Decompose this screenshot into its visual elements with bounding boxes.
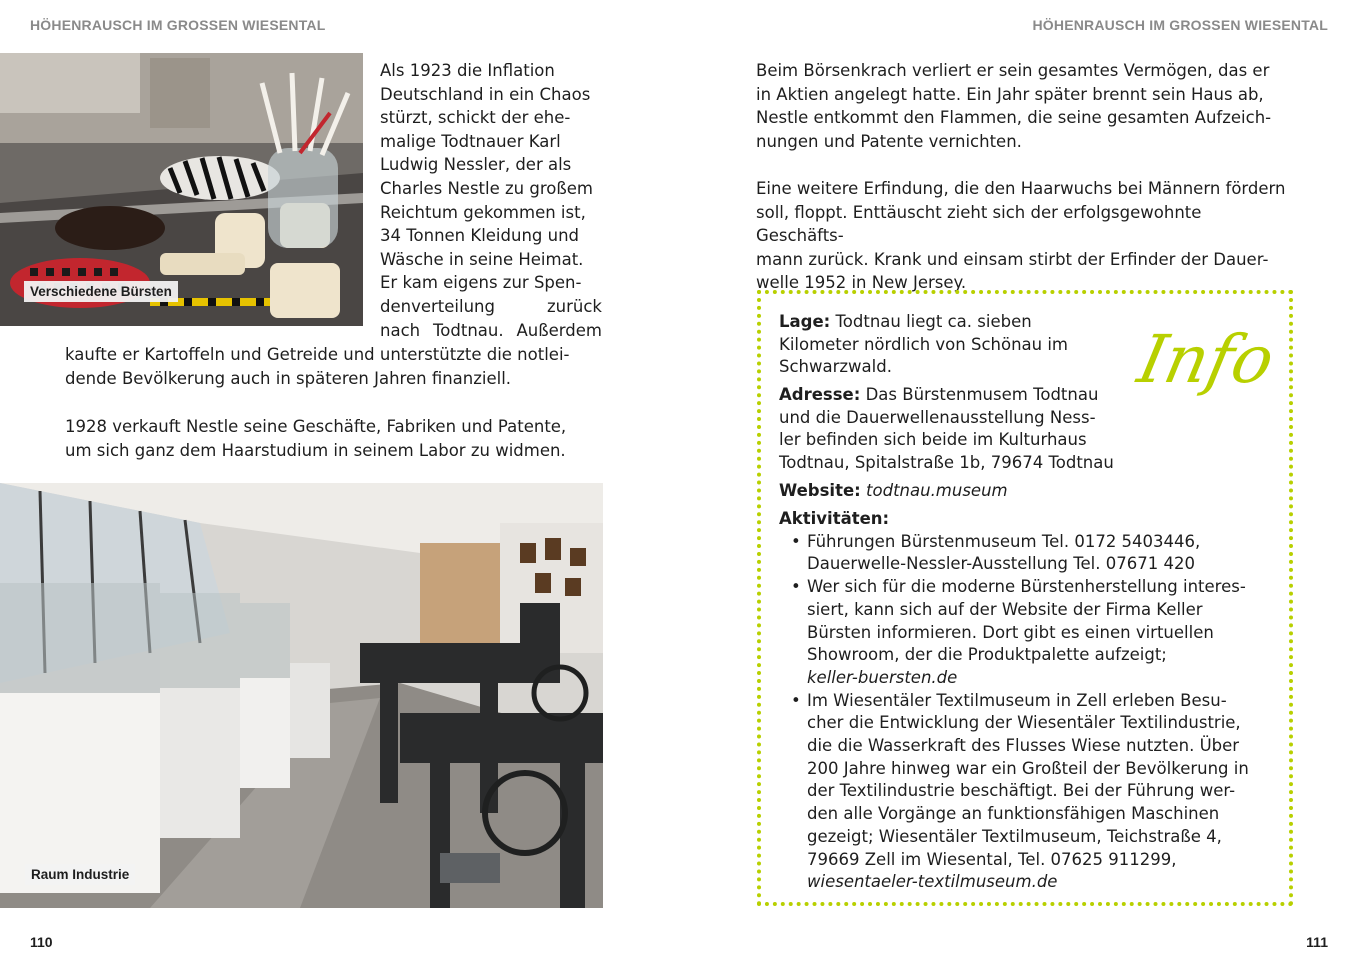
text-line: siert, kann sich auf der Website der Firma Keller <box>807 599 1203 619</box>
right-paragraph-1 <box>756 59 1293 153</box>
text-line: Dauerwelle-Nessler-Ausstellung Tel. 07671 420 <box>807 554 1195 574</box>
text-line: Schwarzwald. <box>779 357 892 377</box>
activities-list <box>779 531 1279 894</box>
text-word: Außerdem <box>516 320 602 340</box>
text-word: denverteilung <box>380 296 495 316</box>
text-line: • Im Wiesentäler Textilmuseum in Zell erleben Besu- <box>807 690 1227 710</box>
text-line: welle 1952 in New Jersey. <box>756 273 967 293</box>
text-line <box>380 295 602 319</box>
text-line: 1928 verkauft Nestle seine Geschäfte, Fabriken und Patente, <box>65 417 567 436</box>
text-line: ler befinden sich beide im Kulturhaus <box>779 430 1087 450</box>
info-aktivitaeten <box>779 508 1279 894</box>
text-line: Deutschland in ein Chaos <box>380 84 591 104</box>
text-line: Wäsche in seine Heimat. <box>380 249 584 269</box>
text-word: Todtnau. <box>433 320 504 340</box>
info-adresse <box>779 384 1159 475</box>
text-line: 79669 Zell im Wiesental, Tel. 07625 911299, <box>807 849 1177 869</box>
page-number-left: 110 <box>30 934 53 950</box>
text-line: dende Bevölkerung auch in späteren Jahren finanziell. <box>65 368 512 388</box>
text-line: Als 1923 die Inflation <box>380 61 555 80</box>
text-line: den alle Vorgänge an funktionsfähigen Maschinen <box>807 804 1220 824</box>
text-line: der Textilindustrie beschäftigt. Bei der Führung wer- <box>807 781 1236 801</box>
text-line: die die Wasserkraft des Flusses Wiese nutzten. Über <box>807 736 1240 756</box>
text-line: • Wer sich für die moderne Bürstenherstellung interes- <box>807 577 1246 597</box>
website-link[interactable]: todtnau.museum <box>866 481 1008 500</box>
text-line: Ludwig Nessler, der als <box>380 155 572 175</box>
text-line: cher die Entwicklung der Wiesentäler Textilindustrie, <box>807 713 1241 733</box>
left-paragraph-1-narrow <box>380 59 602 342</box>
info-lage <box>779 311 1139 379</box>
text-word: zurück <box>547 296 602 316</box>
adresse-label: Adresse: <box>779 385 861 404</box>
website-label: Website: <box>779 481 861 500</box>
left-paragraph-1-wide <box>65 343 602 390</box>
text-line: um sich ganz dem Haarstudium in seinem Labor zu widmen. <box>65 440 566 460</box>
textilmuseum-link[interactable]: wiesentaeler-textilmuseum.de <box>807 872 1058 892</box>
left-paragraph-2 <box>65 415 602 462</box>
text-line <box>380 319 602 343</box>
text-line: Todtnau, Spitalstraße 1b, 79674 Todtnau <box>779 453 1114 473</box>
text-line: Charles Nestle zu großem <box>380 178 593 198</box>
info-box <box>757 290 1293 906</box>
text-line: 200 Jahre hinweg war ein Großteil der Bevölkerung in <box>807 758 1249 778</box>
photo-caption-industry: Raum Industrie <box>25 864 135 885</box>
text-line: Beim Börsenkrach verliert er sein gesamtes Vermögen, das er <box>756 61 1270 80</box>
aktivitaeten-label: Aktivitäten: <box>779 509 890 528</box>
text-line: Showroom, der die Produktpalette aufzeigt; <box>807 645 1167 665</box>
text-line: soll, floppt. Enttäuscht zieht sich der erfolgsgewohnte Geschäfts- <box>756 202 1202 246</box>
text-line: in Aktien angelegt hatte. Ein Jahr später brennt sein Haus ab, <box>756 84 1264 104</box>
text-line: • Führungen Bürstenmuseum Tel. 0172 5403446, <box>807 531 1201 551</box>
lage-label: Lage: <box>779 312 831 331</box>
list-item <box>807 531 1279 576</box>
photo-caption-brushes: Verschiedene Bürsten <box>24 281 178 302</box>
right-paragraph-2 <box>756 177 1293 295</box>
text-line: Todtnau liegt ca. sieben <box>835 312 1032 331</box>
text-line: 34 Tonnen Kleidung und <box>380 226 580 246</box>
text-line: malige Todtnauer Karl <box>380 131 561 151</box>
keller-link[interactable]: keller-buersten.de <box>807 667 958 687</box>
text-line: Er kam eigens zur Spen- <box>380 273 582 293</box>
list-item <box>807 576 1279 690</box>
info-logo-icon <box>1131 312 1281 402</box>
running-head-left: HÖHENRAUSCH IM GROSSEN WIESENTAL <box>30 17 326 33</box>
text-line: Nestle entkommt den Flammen, die seine gesamten Aufzeich- <box>756 108 1272 128</box>
info-website <box>779 480 1269 503</box>
running-head-right: HÖHENRAUSCH IM GROSSEN WIESENTAL <box>1032 17 1328 33</box>
industry-room-photo <box>0 483 603 908</box>
text-line: Kilometer nördlich von Schönau im <box>779 334 1069 354</box>
text-line: kaufte er Kartoffeln und Getreide und unterstützte die notlei- <box>65 345 570 364</box>
text-line: Das Bürstenmusem Todtnau <box>865 385 1099 404</box>
page-number-right: 111 <box>1306 934 1328 950</box>
text-line: gezeigt; Wiesentäler Textilmuseum, Teichstraße 4, <box>807 826 1222 846</box>
text-line: und die Dauerwellenausstellung Ness- <box>779 407 1096 427</box>
text-word: nach <box>380 320 421 340</box>
text-line: mann zurück. Krank und einsam stirbt der Erfinder der Dauer- <box>756 249 1269 269</box>
text-line: Reichtum gekommen ist, <box>380 202 586 222</box>
text-line: nungen und Patente vernichten. <box>756 131 1022 151</box>
text-line: Eine weitere Erfindung, die den Haarwuchs bei Männern fördern <box>756 179 1286 198</box>
text-line: Bürsten informieren. Dort gibt es einen virtuellen <box>807 622 1214 642</box>
text-line: stürzt, schickt der ehe- <box>380 108 571 128</box>
list-item <box>807 690 1279 894</box>
info-logo-text: Info <box>1131 320 1281 398</box>
